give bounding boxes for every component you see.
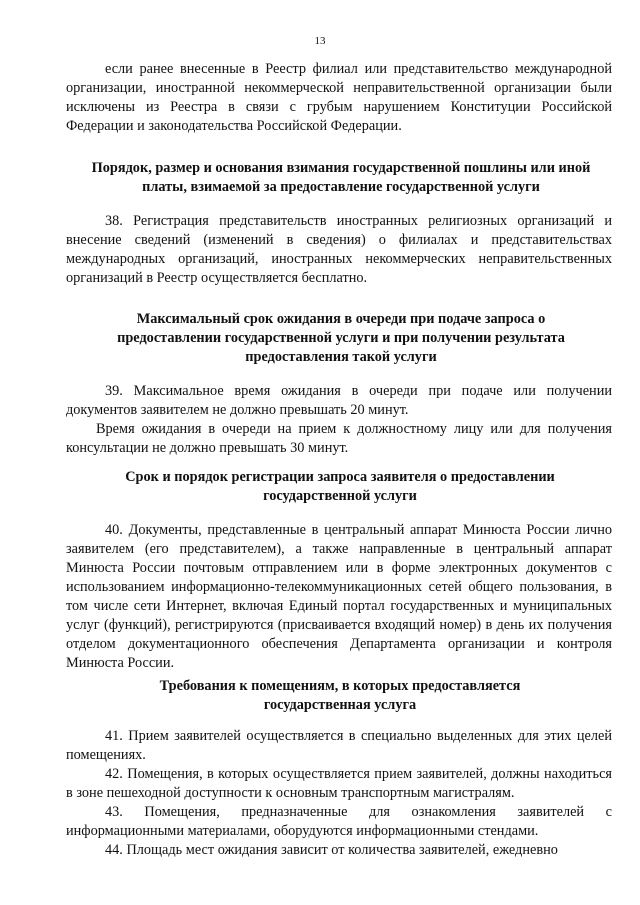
paragraph-42: 42. Помещения, в которых осуществляется прием заявителей, должны находиться в зоне пешеходной доступности к основным транспортным магистралям. — [66, 766, 612, 801]
page-number: 13 — [314, 35, 326, 47]
paragraph-38: 38. Регистрация представительств иностранных религиозных организаций и внесение сведений (изменений в сведения) о филиалах и представительствах международных организаций, иностранных некоммерческих неправительственных организаций в Реестр осуществляется бесплатно. — [66, 213, 612, 286]
paragraph-40: 40. Документы, представленные в центральный аппарат Минюста России лично заявителем (его представителем), а также направленные в центральный аппарат Минюста России почтовым отправлением или в форме электронных документов с использованием информационно-телекоммуникационных сетей общего пользования, в том числе сети Интернет, включая Единый портал государственных и муниципальных услуг (функций), регистрируются (присваивается входящий номер) в день их получения отделом документационного обеспечения Департамента организации и контроля Минюста России. — [66, 522, 612, 671]
paragraph-39: 39. Максимальное время ожидания в очереди при подаче или получении документов заявителем не должно превышать 20 минут. — [66, 383, 612, 418]
intro-paragraph: если ранее внесенные в Реестр филиал или представительство международной организации, иностранной некоммерческой неправительственной организации были исключены из Реестра в связи с грубым нарушением Конституции Российской Федерации и законодательства Российской Федерации. — [66, 61, 612, 134]
premises-heading: Требования к помещениям, в которых предоставляется государственная услуга — [159, 678, 521, 713]
premises-block — [66, 727, 612, 860]
registration-block — [66, 521, 612, 673]
fee-heading: Порядок, размер и основания взимания государственной пошлины или иной платы, взимаемой за предоставление государственной услуги — [91, 160, 591, 195]
intro-block — [66, 60, 612, 136]
queue-heading: Максимальный срок ожидания в очереди при подаче запроса о предоставлении государственной услуги и при получении результата предоставления такой услуги — [117, 311, 565, 365]
fee-block — [66, 212, 612, 288]
paragraph-43: 43. Помещения, предназначенные для ознакомления заявителей с информационными материалами, оборудуются информационными стендами. — [66, 804, 612, 839]
paragraph-41: 41. Прием заявителей осуществляется в специально выделенных для этих целей помещениях. — [66, 728, 612, 763]
registration-heading: Срок и порядок регистрации запроса заявителя о предоставлении государственной услуги — [125, 469, 555, 504]
paragraph-39-wait: Время ожидания в очереди на прием к должностному лицу или для получения консультации не должно превышать 30 минут. — [66, 421, 612, 456]
queue-block — [66, 382, 612, 458]
paragraph-44: 44. Площадь мест ожидания зависит от количества заявителей, ежедневно — [105, 842, 558, 858]
